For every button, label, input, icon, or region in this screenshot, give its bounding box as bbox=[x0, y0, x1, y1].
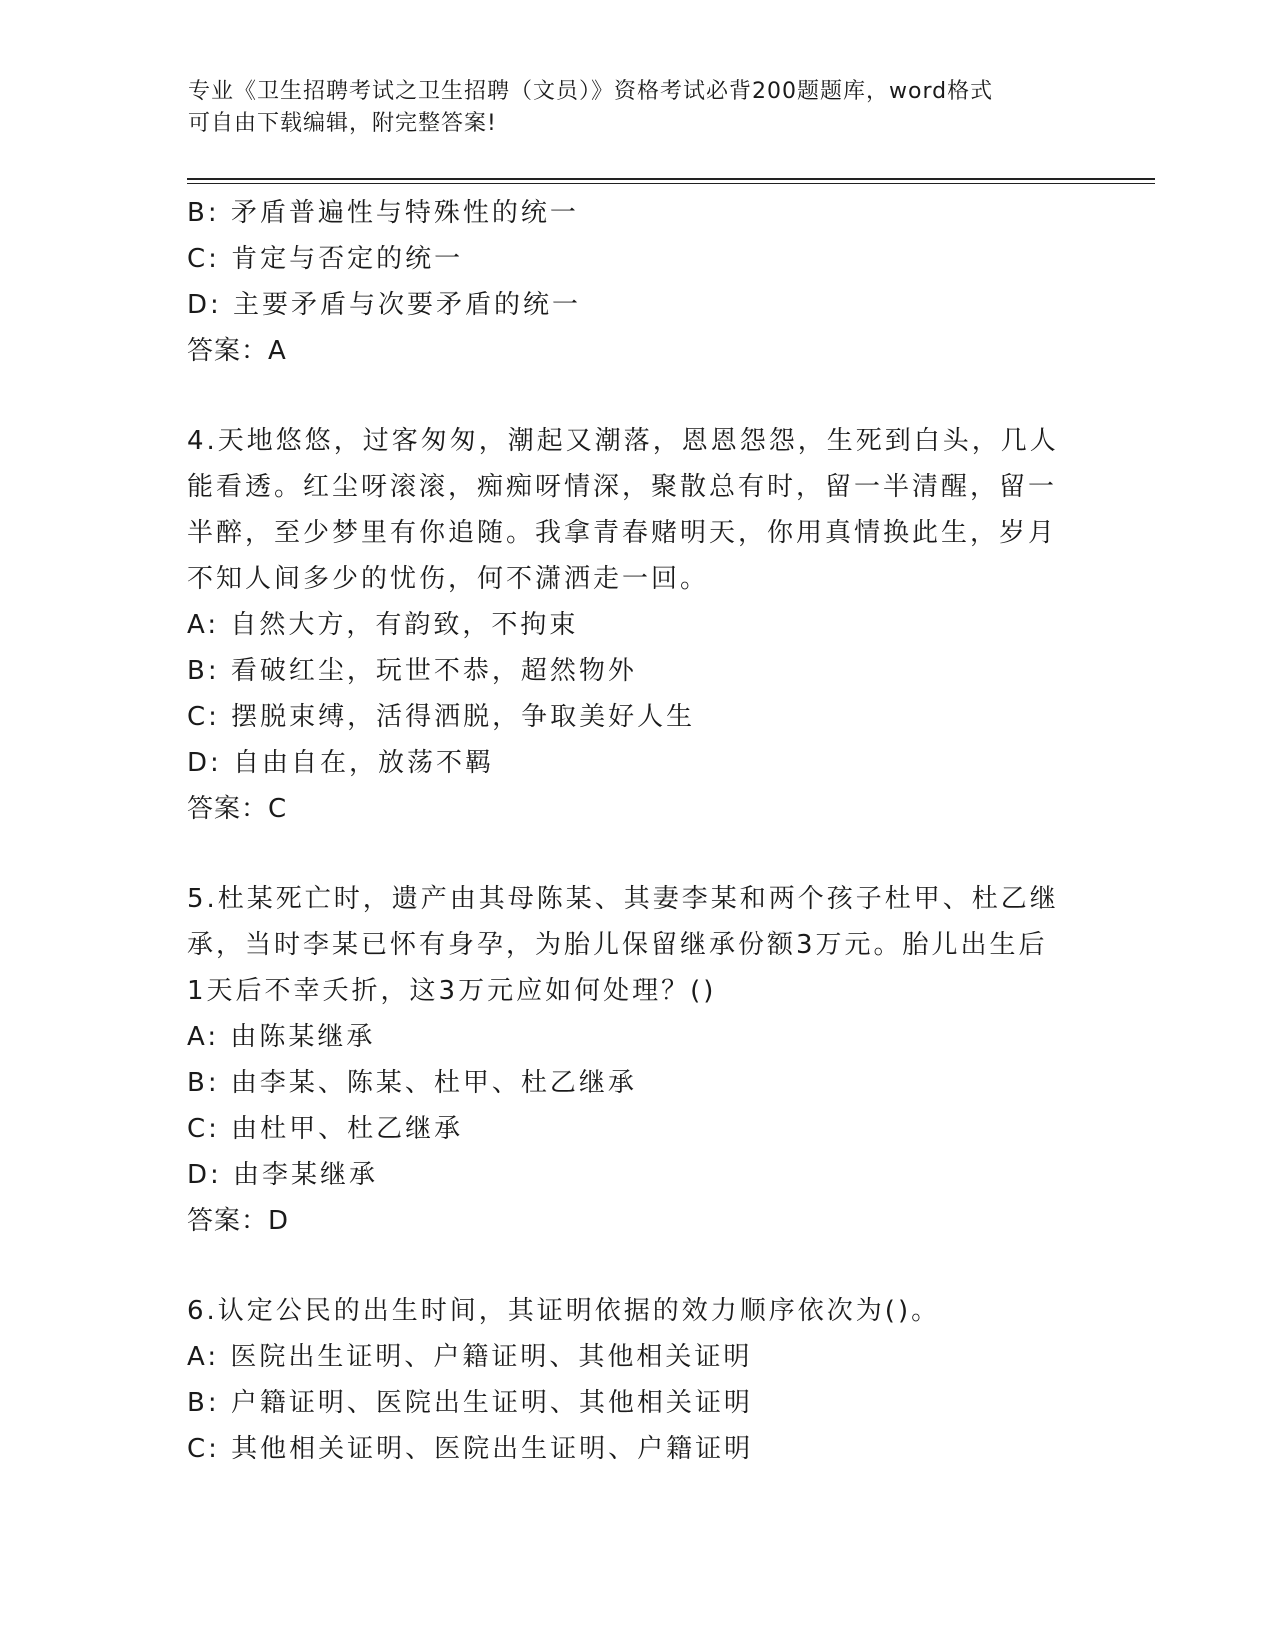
q3-answer: 答案：A bbox=[187, 336, 287, 366]
header-line-1: 专业《卫生招聘考试之卫生招聘（文员）》资格考试必背200题题库，word格式 bbox=[188, 79, 994, 104]
q4-option-d: D: 自由自在，放荡不羁 bbox=[187, 748, 495, 778]
q6-option-c: C: 其他相关证明、医院出生证明、户籍证明 bbox=[187, 1434, 754, 1464]
document-body bbox=[187, 190, 1067, 1472]
q5-option-b: B: 由李某、陈某、杜甲、杜乙继承 bbox=[187, 1068, 637, 1098]
q6-option-a: A: 医院出生证明、户籍证明、其他相关证明 bbox=[187, 1342, 753, 1372]
q3-option-d: D: 主要矛盾与次要矛盾的统一 bbox=[187, 290, 582, 320]
q5-option-a: A: 由陈某继承 bbox=[187, 1022, 376, 1052]
question-3 bbox=[187, 190, 1067, 374]
spacer bbox=[187, 374, 1067, 418]
q5-option-d: D: 由李某继承 bbox=[187, 1160, 379, 1190]
question-5 bbox=[187, 876, 1067, 1244]
q6-stem-line-1: 6.认定公民的出生时间，其证明依据的效力顺序依次为()。 bbox=[187, 1296, 941, 1326]
q5-stem-line-3: 1天后不幸夭折，这3万元应如何处理？() bbox=[187, 976, 717, 1006]
q5-option-c: C: 由杜甲、杜乙继承 bbox=[187, 1114, 464, 1144]
q4-option-a: A: 自然大方，有韵致，不拘束 bbox=[187, 610, 579, 640]
q4-answer: 答案：C bbox=[187, 794, 288, 824]
q4-stem-line-2: 能看透。红尘呀滚滚，痴痴呀情深，聚散总有时，留一半清醒，留一 bbox=[187, 472, 1058, 502]
spacer bbox=[187, 1244, 1067, 1288]
header-divider bbox=[187, 178, 1155, 184]
question-6 bbox=[187, 1288, 1067, 1472]
q4-stem-line-4: 不知人间多少的忧伤，何不潇洒走一回。 bbox=[187, 564, 710, 594]
q4-stem-line-1: 4.天地悠悠，过客匆匆，潮起又潮落，恩恩怨怨，生死到白头，几人 bbox=[187, 426, 1059, 456]
question-4 bbox=[187, 418, 1067, 832]
page-header bbox=[188, 76, 1088, 140]
q3-option-c: C: 肯定与否定的统一 bbox=[187, 244, 464, 274]
spacer bbox=[187, 832, 1067, 876]
q4-option-c: C: 摆脱束缚，活得洒脱，争取美好人生 bbox=[187, 702, 696, 732]
q5-answer: 答案：D bbox=[187, 1206, 290, 1236]
q4-option-b: B: 看破红尘，玩世不恭，超然物外 bbox=[187, 656, 637, 686]
q5-stem-line-2: 承，当时李某已怀有身孕，为胎儿保留继承份额3万元。胎儿出生后 bbox=[187, 930, 1048, 960]
header-line-2: 可自由下载编辑，附完整答案! bbox=[188, 111, 497, 136]
q3-option-b: B: 矛盾普遍性与特殊性的统一 bbox=[187, 198, 579, 228]
q6-option-b: B: 户籍证明、医院出生证明、其他相关证明 bbox=[187, 1388, 753, 1418]
q4-stem-line-3: 半醉，至少梦里有你追随。我拿青春赌明天，你用真情换此生，岁月 bbox=[187, 518, 1058, 548]
q5-stem-line-1: 5.杜某死亡时，遗产由其母陈某、其妻李某和两个孩子杜甲、杜乙继 bbox=[187, 884, 1059, 914]
